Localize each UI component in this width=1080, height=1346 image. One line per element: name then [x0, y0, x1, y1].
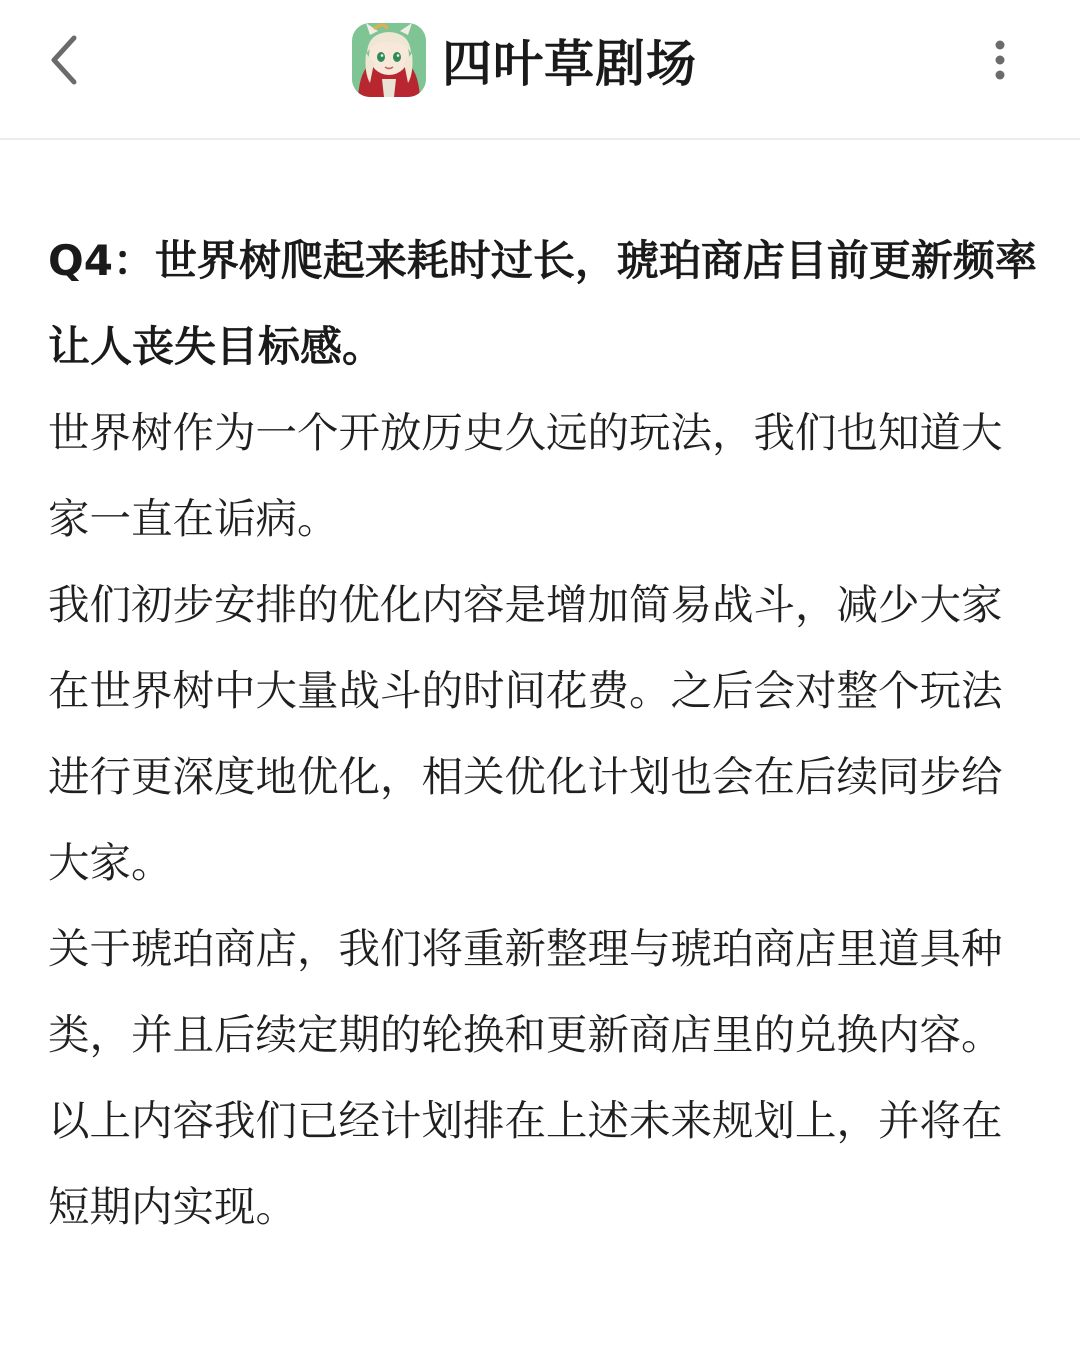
avatar-image [352, 23, 426, 97]
question-heading: Q4：世界树爬起来耗时过长，琥珀商店目前更新频率让人丧失目标感。 [48, 236, 1037, 371]
paragraph: 关于琥珀商店，我们将重新整理与琥珀商店里道具种类，并且后续定期的轮换和更新商店里的兑换内容。以上内容我们已经计划排在上述未来规划上，并将在短期内实现。 [48, 924, 1003, 1231]
more-button[interactable] [980, 36, 1020, 86]
paragraph: 我们初步安排的优化内容是增加简易战斗，减少大家在世界树中大量战斗的时间花费。之后会对整个玩法进行更深度地优化，相关优化计划也会在后续同步给大家。 [48, 580, 1003, 887]
avatar[interactable] [352, 23, 426, 97]
more-vertical-icon [980, 36, 1020, 86]
article-body [48, 218, 1038, 1250]
page-title: 四叶草剧场 [442, 35, 697, 93]
top-bar [0, 0, 1080, 140]
back-button[interactable] [36, 30, 96, 90]
paragraph: 世界树作为一个开放历史久远的玩法，我们也知道大家一直在诟病。 [48, 408, 1003, 543]
title-group [352, 22, 697, 98]
chevron-left-icon [36, 30, 96, 90]
